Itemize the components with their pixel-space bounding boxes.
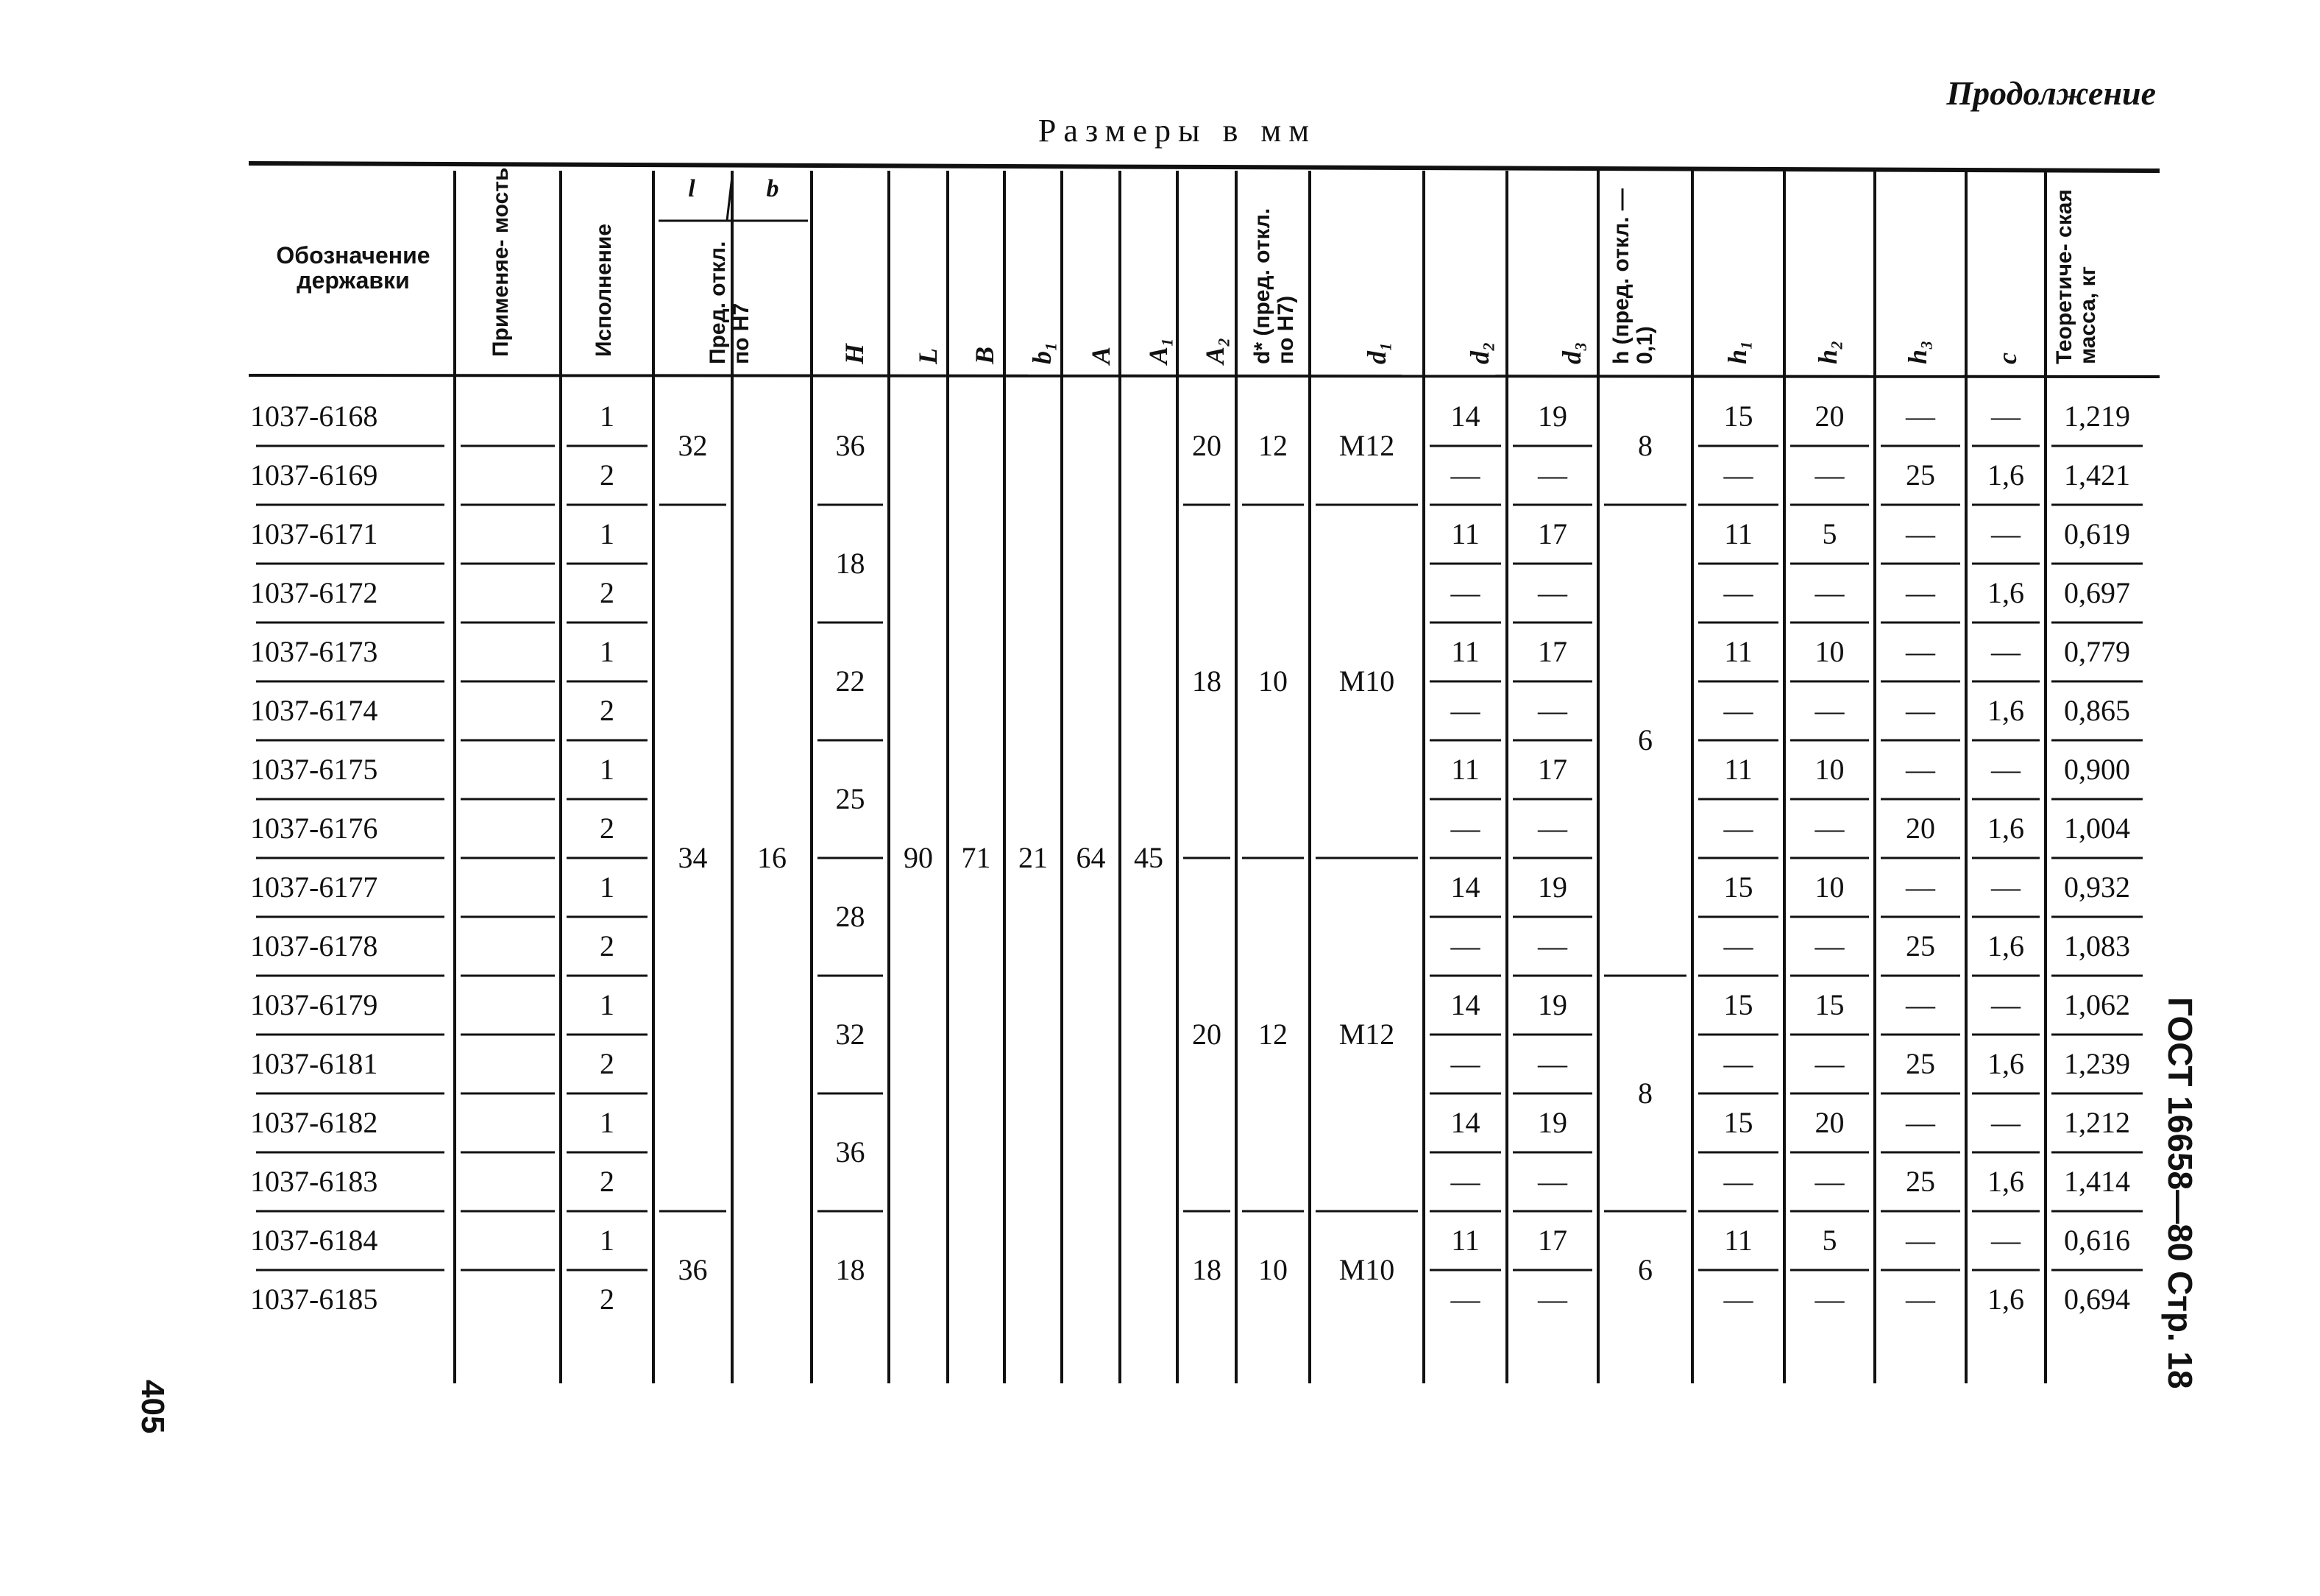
cell-h2: 10: [1815, 635, 1845, 668]
cell-dstar: 10: [1258, 1253, 1288, 1286]
cell-code: 1037-6178: [250, 929, 378, 962]
header-mass: Теоретиче- ская масса, кг: [2052, 189, 2100, 364]
cell-c: 1,6: [1987, 458, 2024, 492]
cell-d2: —: [1450, 458, 1480, 492]
cell-d2: 11: [1451, 635, 1480, 668]
cell-c: 1,6: [1987, 929, 2024, 962]
header-L: L: [913, 348, 943, 364]
cell-ver: 2: [600, 929, 614, 962]
cell-h3: 25: [1906, 1165, 1935, 1198]
header-d1: d₁: [1362, 341, 1391, 364]
cell-l: 32: [678, 429, 708, 462]
cell-h2: —: [1815, 1047, 1845, 1080]
cell-H: 36: [835, 1135, 865, 1168]
cell-d3: —: [1538, 812, 1567, 845]
cell-code: 1037-6184: [250, 1224, 378, 1257]
cell-d3: —: [1538, 1165, 1567, 1198]
cell-mass: 1,239: [2064, 1047, 2130, 1080]
cell-h1: 11: [1724, 517, 1753, 550]
cell-code: 1037-6169: [250, 458, 378, 492]
cell-mass: 0,900: [2064, 753, 2130, 786]
cell-d2: —: [1450, 694, 1480, 727]
header-b: b: [766, 175, 779, 202]
header-H: H: [840, 343, 869, 364]
cell-A2: 18: [1192, 1253, 1221, 1286]
header-h2: h₂: [1813, 340, 1842, 364]
cell-code: 1037-6185: [250, 1283, 378, 1316]
cell-c: —: [1991, 753, 2021, 786]
cell-code: 1037-6181: [250, 1047, 378, 1080]
cell-h1: —: [1723, 458, 1753, 492]
cell-ver: 1: [600, 1106, 614, 1139]
cell-d2: —: [1450, 1165, 1480, 1198]
cell-code: 1037-6173: [250, 635, 378, 668]
cell-ver: 1: [600, 400, 614, 433]
cell-h1: —: [1723, 576, 1753, 609]
header-dstar: d* (пред. откл. по Н7): [1250, 208, 1298, 364]
cell-c: 1,6: [1987, 812, 2024, 845]
cell-h1: 15: [1723, 870, 1753, 904]
cell-H: 32: [835, 1018, 865, 1051]
cell-dstar: 12: [1258, 1018, 1288, 1051]
cell-mass: 0,697: [2064, 576, 2130, 609]
cell-c: 1,6: [1987, 1047, 2024, 1080]
cell-h3: —: [1906, 517, 1935, 550]
cell-h3: —: [1906, 635, 1935, 668]
units-caption: Размеры в мм: [1037, 113, 1317, 149]
cell-A2: 20: [1192, 429, 1221, 462]
header-tol-h7: Пред. откл. по Н7: [706, 241, 753, 364]
cell-h1: 11: [1724, 1224, 1753, 1257]
header-h1: h₁: [1723, 340, 1752, 364]
cell-H: 22: [835, 664, 865, 698]
cell-H: 36: [835, 429, 865, 462]
cell-d1: M10: [1338, 1253, 1395, 1286]
cell-mass: 0,616: [2064, 1224, 2130, 1257]
cell-h: 6: [1638, 723, 1653, 756]
cell-ver: 2: [600, 458, 614, 492]
cell-c: 1,6: [1987, 1283, 2024, 1316]
cell-h2: 5: [1822, 1224, 1837, 1257]
cell-h2: —: [1815, 576, 1845, 609]
header-h3: h₃: [1903, 340, 1932, 364]
cell-h2: 10: [1815, 753, 1845, 786]
cell-H: 18: [835, 547, 865, 580]
cell-ver: 1: [600, 753, 614, 786]
cell-h1: —: [1723, 812, 1753, 845]
cell-c: —: [1991, 988, 2021, 1021]
cell-code: 1037-6168: [250, 400, 378, 433]
cell-d3: 19: [1538, 870, 1567, 904]
cell-d2: 14: [1450, 1106, 1480, 1139]
cell-ver: 2: [600, 1165, 614, 1198]
cell-mass: 0,619: [2064, 517, 2130, 550]
cell-h3: —: [1906, 870, 1935, 904]
cell-mass: 1,004: [2064, 812, 2130, 845]
cell-h2: —: [1815, 694, 1845, 727]
cell-h3: —: [1906, 1106, 1935, 1139]
cell-h2: —: [1815, 458, 1845, 492]
cell-b: 16: [757, 841, 787, 874]
cell-d2: 11: [1451, 517, 1480, 550]
cell-L: 90: [904, 841, 933, 874]
cell-h1: —: [1723, 1047, 1753, 1080]
cell-code: 1037-6183: [250, 1165, 378, 1198]
cell-h2: —: [1815, 1283, 1845, 1316]
cell-d3: —: [1538, 694, 1567, 727]
cell-c: —: [1991, 400, 2021, 433]
cell-h2: 20: [1815, 400, 1845, 433]
cell-c: —: [1991, 635, 2021, 668]
cell-d2: 14: [1450, 988, 1480, 1021]
cell-mass: 1,219: [2064, 400, 2130, 433]
cell-h3: —: [1906, 1283, 1935, 1316]
cell-h3: —: [1906, 1224, 1935, 1257]
cell-mass: 1,083: [2064, 929, 2130, 962]
cell-d2: —: [1450, 812, 1480, 845]
cell-mass: 1,414: [2064, 1165, 2130, 1198]
cell-d1: M10: [1338, 664, 1395, 698]
continuation-label: Продолжение: [1946, 74, 2156, 112]
cell-h3: 25: [1906, 1047, 1935, 1080]
header-version: Исполнение: [592, 223, 616, 357]
cell-dstar: 10: [1258, 664, 1288, 698]
cell-H: 28: [835, 900, 865, 933]
cell-h2: 20: [1815, 1106, 1845, 1139]
cell-code: 1037-6171: [250, 517, 378, 550]
grid-line: [249, 163, 2160, 171]
cell-h1: 15: [1723, 400, 1753, 433]
cell-h: 8: [1638, 429, 1653, 462]
cell-ver: 1: [600, 635, 614, 668]
header-A2: A₂: [1200, 337, 1230, 364]
cell-mass: 0,779: [2064, 635, 2130, 668]
cell-ver: 2: [600, 1283, 614, 1316]
cell-c: 1,6: [1987, 694, 2024, 727]
cell-ver: 1: [600, 988, 614, 1021]
cell-ver: 2: [600, 1047, 614, 1080]
cell-ver: 1: [600, 1224, 614, 1257]
cell-d2: —: [1450, 1283, 1480, 1316]
cell-c: —: [1991, 1106, 2021, 1139]
cell-code: 1037-6177: [250, 870, 378, 904]
header-A: A: [1086, 346, 1115, 364]
cell-d1: M12: [1338, 1018, 1395, 1051]
cell-h3: —: [1906, 400, 1935, 433]
cell-A1: 45: [1134, 841, 1163, 874]
header-l: l: [688, 175, 695, 202]
cell-h1: —: [1723, 694, 1753, 727]
cell-d3: —: [1538, 1283, 1567, 1316]
cell-h3: —: [1906, 694, 1935, 727]
cell-A: 64: [1076, 841, 1106, 874]
cell-h: 6: [1638, 1253, 1653, 1286]
cell-code: 1037-6174: [250, 694, 378, 727]
cell-h1: —: [1723, 1165, 1753, 1198]
header-d3: d₃: [1557, 341, 1586, 364]
cell-c: —: [1991, 1224, 2021, 1257]
cell-h3: 25: [1906, 929, 1935, 962]
cell-A2: 20: [1192, 1018, 1221, 1051]
cell-h2: —: [1815, 812, 1845, 845]
header-designation: Обозначение державки: [276, 242, 430, 294]
cell-H: 18: [835, 1253, 865, 1286]
cell-mass: 1,212: [2064, 1106, 2130, 1139]
cell-H: 25: [835, 782, 865, 815]
cell-mass: 0,694: [2064, 1283, 2130, 1316]
cell-dstar: 12: [1258, 429, 1288, 462]
cell-d3: 19: [1538, 400, 1567, 433]
cell-d3: 19: [1538, 1106, 1567, 1139]
cell-ver: 2: [600, 694, 614, 727]
cell-c: —: [1991, 517, 2021, 550]
cell-d2: 14: [1450, 870, 1480, 904]
cell-c: —: [1991, 870, 2021, 904]
cell-h3: 25: [1906, 458, 1935, 492]
cell-h1: 15: [1723, 988, 1753, 1021]
cell-h2: 5: [1822, 517, 1837, 550]
cell-mass: 0,932: [2064, 870, 2130, 904]
cell-h2: 10: [1815, 870, 1845, 904]
cell-code: 1037-6179: [250, 988, 378, 1021]
cell-ver: 1: [600, 870, 614, 904]
cell-b1: 21: [1018, 841, 1048, 874]
cell-B: 71: [961, 841, 991, 874]
header-B: B: [970, 346, 999, 364]
cell-h3: —: [1906, 988, 1935, 1021]
cell-ver: 2: [600, 576, 614, 609]
cell-d2: —: [1450, 576, 1480, 609]
cell-A2: 18: [1192, 664, 1221, 698]
cell-d3: —: [1538, 929, 1567, 962]
cell-mass: 1,421: [2064, 458, 2130, 492]
cell-h2: 15: [1815, 988, 1845, 1021]
page-number: 405: [135, 1380, 171, 1434]
cell-c: 1,6: [1987, 1165, 2024, 1198]
cell-h3: 20: [1906, 812, 1935, 845]
cell-h1: 11: [1724, 753, 1753, 786]
header-d2: d₂: [1465, 341, 1494, 364]
cell-d3: —: [1538, 576, 1567, 609]
cell-d2: 14: [1450, 400, 1480, 433]
cell-h2: —: [1815, 929, 1845, 962]
cell-h2: —: [1815, 1165, 1845, 1198]
header-b1: b₁: [1027, 341, 1057, 364]
cell-d3: —: [1538, 458, 1567, 492]
cell-h: 8: [1638, 1077, 1653, 1110]
cell-ver: 2: [600, 812, 614, 845]
cell-l: 36: [678, 1253, 708, 1286]
cell-ver: 1: [600, 517, 614, 550]
cell-d2: —: [1450, 929, 1480, 962]
cell-code: 1037-6172: [250, 576, 378, 609]
cell-mass: 0,865: [2064, 694, 2130, 727]
cell-code: 1037-6182: [250, 1106, 378, 1139]
cell-c: 1,6: [1987, 576, 2024, 609]
cell-h3: —: [1906, 753, 1935, 786]
header-A1: A₁: [1143, 337, 1173, 364]
cell-mass: 1,062: [2064, 988, 2130, 1021]
cell-h1: —: [1723, 1283, 1753, 1316]
cell-d1: M12: [1338, 429, 1395, 462]
cell-d3: —: [1538, 1047, 1567, 1080]
cell-h1: 11: [1724, 635, 1753, 668]
cell-d2: 11: [1451, 1224, 1480, 1257]
header-c: c: [1993, 352, 2022, 364]
cell-code: 1037-6176: [250, 812, 378, 845]
header-applicability: Применяе- мость: [489, 167, 513, 357]
header-h: h (пред. откл. —0,1): [1609, 188, 1657, 364]
cell-d3: 17: [1538, 753, 1567, 786]
cell-d3: 17: [1538, 635, 1567, 668]
cell-d2: 11: [1451, 753, 1480, 786]
grid-line: [249, 375, 2160, 377]
cell-h1: —: [1723, 929, 1753, 962]
standard-reference: ГОСТ 16658—80 Стр. 18: [2161, 997, 2199, 1389]
cell-h1: 15: [1723, 1106, 1753, 1139]
cell-d2: —: [1450, 1047, 1480, 1080]
cell-code: 1037-6175: [250, 753, 378, 786]
cell-h3: —: [1906, 576, 1935, 609]
cell-l: 34: [678, 841, 708, 874]
cell-d3: 19: [1538, 988, 1567, 1021]
cell-d3: 17: [1538, 517, 1567, 550]
cell-d3: 17: [1538, 1224, 1567, 1257]
